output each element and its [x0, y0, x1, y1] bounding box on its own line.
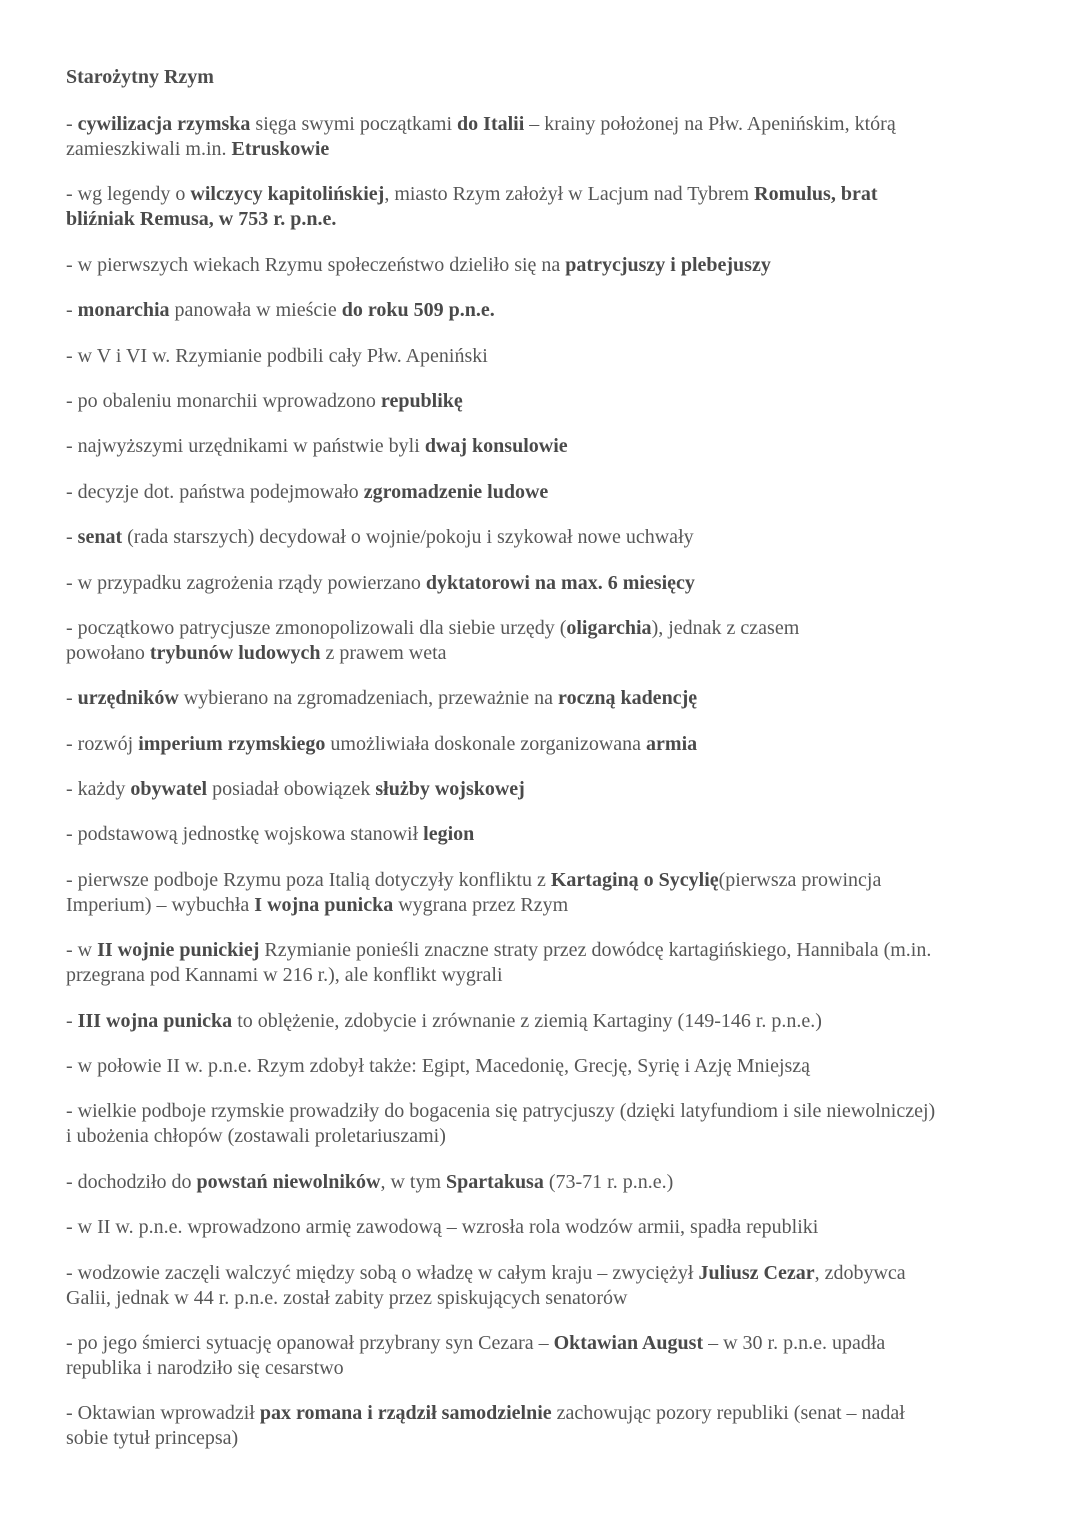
- text: Rzymianie ponieśli znaczne straty przez dowódcę kartagińskiego, Hannibala (m.in.: [259, 939, 932, 962]
- bullet-paragraph: [66, 434, 1026, 459]
- bullet-paragraph: [66, 480, 1026, 505]
- bold-text: wilczycy kapitolińskiej: [190, 183, 385, 206]
- text: z prawem weta: [320, 641, 447, 664]
- bullet-paragraph: [66, 1215, 1026, 1240]
- bold-text: monarchia: [77, 299, 170, 322]
- document-page: [66, 65, 1026, 1472]
- text-line: [66, 1261, 1026, 1286]
- bullet-paragraph: [66, 1170, 1026, 1195]
- bold-text: służby wojskowej: [375, 778, 525, 801]
- text: - początkowo patrycjusze zmonopolizowali dla siebie urzędy (: [66, 616, 567, 639]
- bullet-paragraph: [66, 686, 1026, 711]
- text: ), jednak z czasem: [651, 616, 800, 639]
- bullet-paragraph: [66, 344, 1026, 369]
- text: , miasto Rzym założył w Lacjum nad Tybrem: [384, 183, 755, 206]
- text: (rada starszych) decydował o wojnie/pokoju i szykował nowe uchwały: [122, 526, 694, 549]
- bold-text: do roku 509 p.n.e.: [341, 299, 495, 322]
- text: sięga swymi początkami: [250, 113, 458, 135]
- bullet-paragraph: [66, 732, 1026, 757]
- bold-text: zgromadzenie ludowe: [363, 480, 549, 503]
- text-line: [66, 1099, 1026, 1124]
- text-line: [66, 1054, 1026, 1079]
- bold-text: bliźniak Remusa, w 753 r. p.n.e.: [66, 208, 337, 231]
- bold-text: republikę: [380, 389, 463, 412]
- text: -: [66, 1009, 78, 1032]
- text-line: [66, 1426, 1026, 1451]
- text: zamieszkiwali m.in.: [66, 138, 232, 160]
- text: i ubożenia chłopów (zostawali proletariuszami): [66, 1125, 446, 1148]
- text-line: [66, 963, 1026, 988]
- text-line: [66, 434, 1026, 459]
- text: umożliwiała doskonale zorganizowana: [325, 732, 647, 755]
- text-line: [66, 868, 1026, 893]
- bullet-paragraph: [66, 616, 1026, 666]
- text: - w pierwszych wiekach Rzymu społeczeństwo dzieliło się na: [66, 253, 566, 276]
- text-line: [66, 616, 1026, 641]
- bullet-paragraph: [66, 389, 1026, 414]
- bullet-paragraph: [66, 868, 1026, 918]
- bullet-paragraph: [66, 1009, 1026, 1034]
- text: wygrana przez Rzym: [393, 893, 569, 916]
- text: - wielkie podboje rzymskie prowadziły do bogacenia się patrycjuszy (dzięki latyfundiom i sile niewolniczej): [66, 1100, 936, 1123]
- text-line: [66, 822, 1026, 847]
- text: - po obaleniu monarchii wprowadzono: [66, 389, 381, 412]
- text: - wg legendy o: [66, 183, 191, 206]
- text: to oblężenie, zdobycie i zrównanie z ziemią Kartaginy (149-146 r. p.n.e.): [232, 1009, 822, 1032]
- text: , zdobywca: [814, 1261, 906, 1284]
- bold-text: legion: [423, 823, 475, 846]
- text-line: [66, 1009, 1026, 1034]
- text-line: [66, 686, 1026, 711]
- text-line: [66, 1401, 1026, 1426]
- text: - każdy: [66, 778, 131, 801]
- text-line: [66, 253, 1026, 278]
- text: - Oktawian wprowadził: [66, 1402, 260, 1425]
- bold-text: oligarchia: [566, 616, 652, 639]
- bold-text: II wojnie punickiej: [97, 939, 260, 962]
- text-line: [66, 525, 1026, 550]
- bold-text: Oktawian August: [553, 1331, 704, 1354]
- text-line: [66, 1356, 1026, 1381]
- bullet-paragraph: [66, 1054, 1026, 1079]
- bullet-paragraph: [66, 822, 1026, 847]
- bold-text: Spartakusa: [446, 1170, 544, 1193]
- bold-text: Juliusz Cezar: [698, 1261, 815, 1284]
- bold-text: Romulus, brat: [754, 183, 878, 206]
- bullet-paragraph: [66, 571, 1026, 596]
- bold-text: Etruskowie: [231, 138, 330, 160]
- text: -: [66, 113, 78, 135]
- bold-text: dyktatorowi na max. 6 miesięcy: [425, 571, 695, 594]
- bullet-paragraph: [66, 525, 1026, 550]
- text-line: [66, 1170, 1026, 1195]
- bullet-paragraph: [66, 182, 1026, 232]
- bold-text: I wojna punicka: [254, 893, 394, 916]
- text-line: [66, 344, 1026, 369]
- text-line: [66, 480, 1026, 505]
- bold-text: III wojna punicka: [77, 1009, 233, 1032]
- text: - podstawową jednostkę wojskowa stanowił: [66, 823, 424, 846]
- bold-text: do Italii: [457, 113, 525, 135]
- bold-text: trybunów ludowych: [149, 641, 321, 664]
- text-line: [66, 938, 1026, 963]
- bold-text: cywilizacja rzymska: [77, 113, 251, 135]
- text-line: [66, 893, 1026, 918]
- text: (pierwsza prowincja: [718, 868, 882, 891]
- text: przegrana pod Kannami w 216 r.), ale konflikt wygrali: [66, 964, 503, 987]
- text-line: [66, 1124, 1026, 1149]
- text: - pierwsze podboje Rzymu poza Italią dotyczyły konfliktu z: [66, 868, 551, 891]
- bold-text: patrycjuszy i plebejuszy: [565, 253, 771, 276]
- bold-text: Kartaginą o Sycylię: [550, 868, 719, 891]
- text: posiadał obowiązek: [207, 778, 376, 801]
- text-line: [66, 732, 1026, 757]
- bold-text: powstań niewolników: [196, 1170, 381, 1193]
- bold-text: obywatel: [130, 778, 208, 801]
- bullet-paragraph: [66, 938, 1026, 988]
- bullet-paragraph: [66, 112, 1026, 162]
- text: panowała w mieście: [169, 299, 342, 322]
- bullet-paragraph: [66, 298, 1026, 323]
- text-line: [66, 137, 1026, 162]
- bullet-paragraph: [66, 1261, 1026, 1311]
- bullet-paragraph: [66, 1331, 1026, 1381]
- bold-text: pax romana i rządził samodzielnie: [259, 1402, 552, 1425]
- text: - w połowie II w. p.n.e. Rzym zdobył także: Egipt, Macedonię, Grecję, Syrię i Azję Mniejszą: [66, 1055, 811, 1078]
- text: sobie tytuł princepsa): [66, 1427, 239, 1450]
- text: - w: [66, 939, 98, 962]
- text: – krainy położonej na Płw. Apenińskim, którą: [524, 113, 896, 135]
- paragraph-list: [66, 112, 1026, 1451]
- text: - w V i VI w. Rzymianie podbili cały Płw. Apeniński: [66, 344, 488, 367]
- text-line: [66, 1331, 1026, 1356]
- text-line: [66, 641, 1026, 666]
- bullet-paragraph: [66, 777, 1026, 802]
- text: powołano: [66, 641, 150, 664]
- text: wybierano na zgromadzeniach, przeważnie na: [178, 687, 559, 710]
- bold-text: senat: [77, 526, 123, 549]
- text: – w 30 r. p.n.e. upadła: [703, 1331, 886, 1354]
- text-line: [66, 112, 1026, 137]
- text: zachowując pozory republiki (senat – nadał: [551, 1402, 905, 1425]
- text-line: [66, 389, 1026, 414]
- text: republika i narodziło się cesarstwo: [66, 1356, 344, 1379]
- text: - decyzje dot. państwa podejmowało: [66, 480, 364, 503]
- text-line: [66, 207, 1026, 232]
- text: - wodzowie zaczęli walczyć między sobą o władzę w całym kraju – zwyciężył: [66, 1261, 699, 1284]
- bold-text: armia: [646, 732, 698, 755]
- bold-text: roczną kadencję: [558, 687, 698, 710]
- text-line: [66, 182, 1026, 207]
- text: - najwyższymi urzędnikami w państwie byli: [66, 435, 425, 458]
- text: (73-71 r. p.n.e.): [543, 1170, 674, 1193]
- bold-text: imperium rzymskiego: [138, 732, 326, 755]
- text-line: [66, 1215, 1026, 1240]
- text: -: [66, 687, 78, 710]
- bullet-paragraph: [66, 253, 1026, 278]
- text: - po jego śmierci sytuację opanował przybrany syn Cezara –: [66, 1331, 554, 1354]
- bold-text: dwaj konsulowie: [424, 435, 568, 458]
- text: Galii, jednak w 44 r. p.n.e. został zabity przez spiskujących senatorów: [66, 1286, 628, 1309]
- text: -: [66, 526, 78, 549]
- text: -: [66, 299, 78, 322]
- text: - w przypadku zagrożenia rządy powierzano: [66, 571, 426, 594]
- bullet-paragraph: [66, 1401, 1026, 1451]
- text-line: [66, 571, 1026, 596]
- bullet-paragraph: [66, 1099, 1026, 1149]
- text-line: [66, 777, 1026, 802]
- bold-text: urzędników: [77, 687, 179, 710]
- text: - rozwój: [66, 732, 139, 755]
- text: Imperium) – wybuchła: [66, 893, 255, 916]
- text-line: [66, 1286, 1026, 1311]
- text: , w tym: [380, 1170, 447, 1193]
- document-title: Starożytny Rzym: [66, 66, 214, 88]
- text: - dochodziło do: [66, 1170, 197, 1193]
- text-line: [66, 298, 1026, 323]
- text: - w II w. p.n.e. wprowadzono armię zawodową – wzrosła rola wodzów armii, spadła republiki: [66, 1216, 819, 1239]
